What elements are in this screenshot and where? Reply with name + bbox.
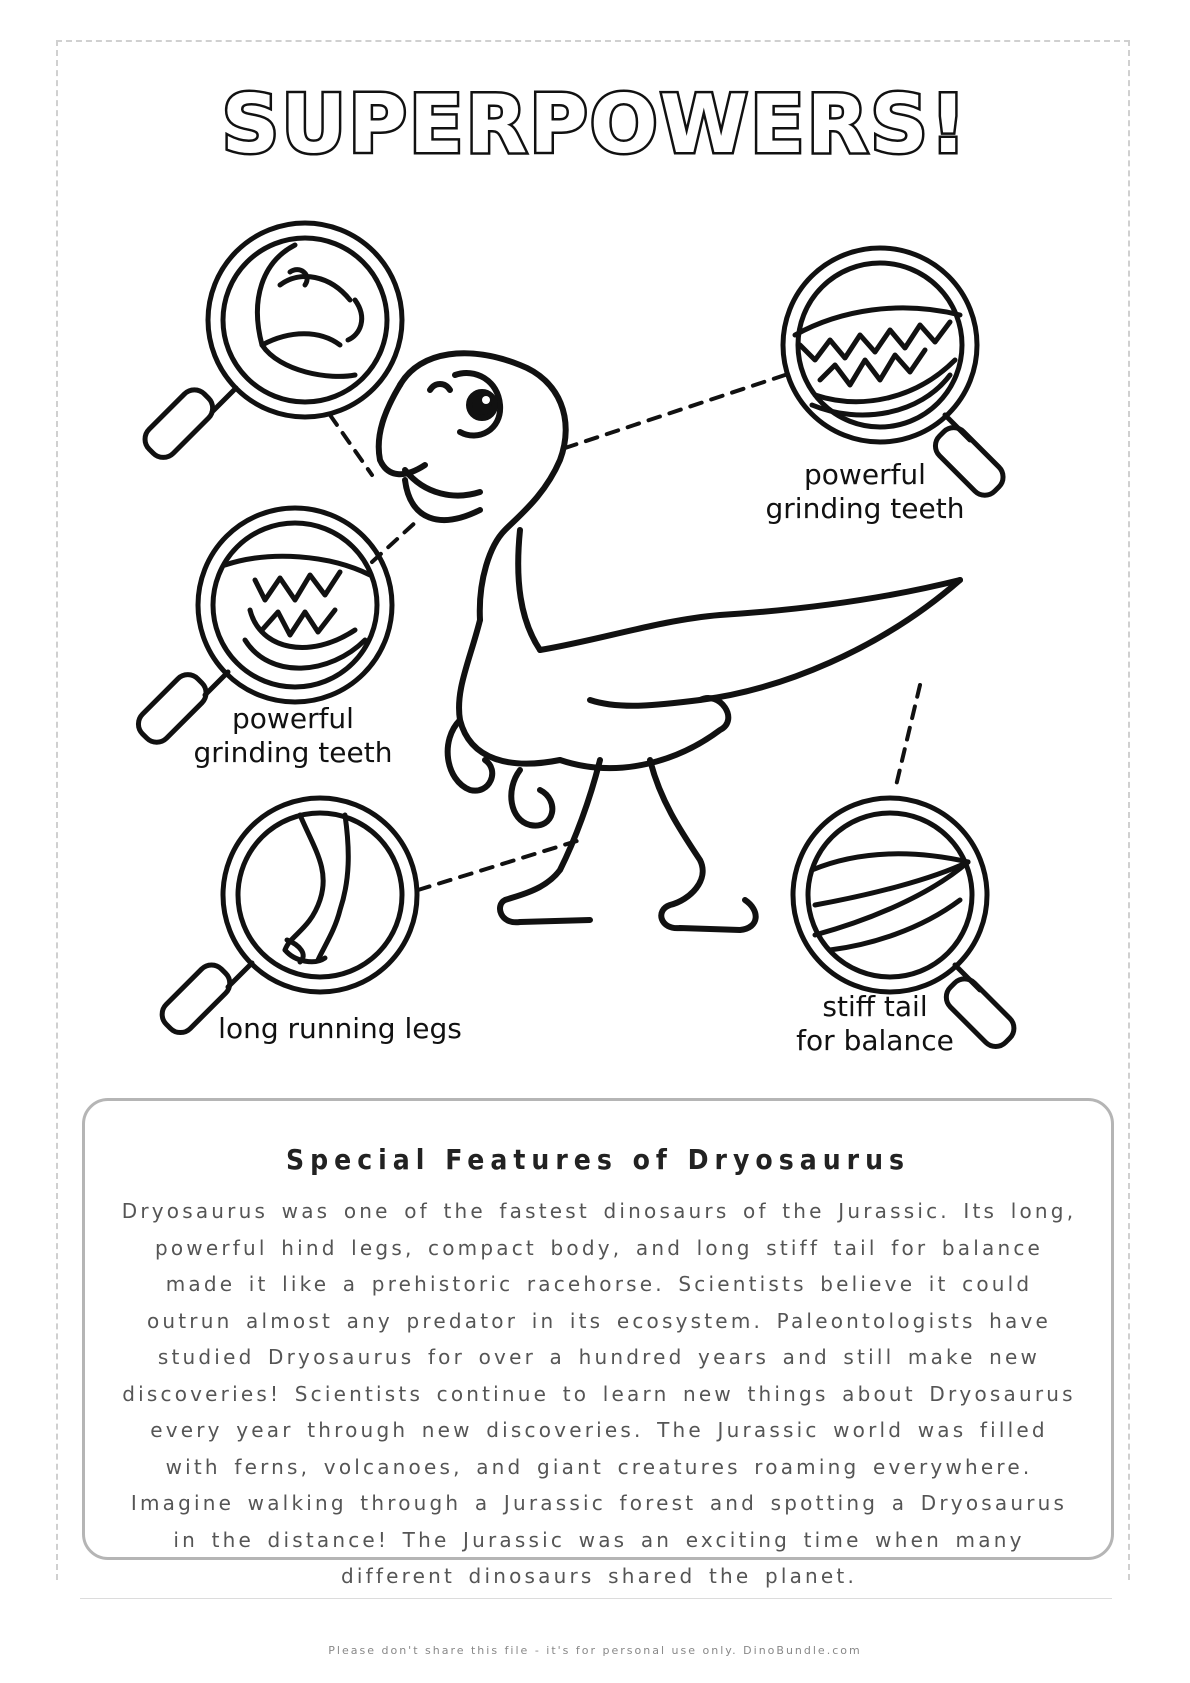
callout-label-mid-left (168, 702, 418, 770)
footer-divider (80, 1598, 1112, 1599)
callout-label-top-right (740, 458, 990, 526)
callout-bottom-right-line1: stiff tail (822, 990, 928, 1023)
info-box (82, 1098, 1114, 1588)
info-body: Dryosaurus was one of the fastest dinosaurs of the Jurassic. Its long, powerful hind legs, compact body, and long stiff tail for balance made it like a prehistoric racehorse. Scientists believe it could outrun almost any predator in its ecosystem. Paleontologists have studied Dryosaurus for over a hundred years and still make new discoveries! Scientists continue to learn new things about Dryosaurus every year through new discoveries. The Jurassic world was filled with ferns, volcanoes, and giant creatures roaming everywhere. Imagine walking through a Jurassic forest and spotting a Dryosaurus in the distance! The Jurassic was an exciting time when many different dinosaurs shared the planet. (121, 1199, 1077, 1588)
leg-magnifier-icon (156, 798, 417, 1038)
callout-bottom-left-line1: long running legs (218, 1012, 462, 1045)
callout-label-bottom-right (760, 990, 990, 1058)
callout-mid-left-line2: grinding teeth (193, 736, 393, 769)
info-heading: Special Features of Dryosaurus (285, 1143, 911, 1176)
callout-mid-left-line1: powerful (232, 702, 354, 735)
callout-top-right-line1: powerful (804, 458, 926, 491)
callout-top-right-line2: grinding teeth (765, 492, 965, 525)
footer-text: Please don't share this file - it's for personal use only. DinoBundle.com (328, 1644, 862, 1657)
callout-bottom-right-line2: for balance (796, 1024, 954, 1057)
callout-label-bottom-left (180, 1012, 500, 1046)
beak-magnifier-icon (139, 223, 402, 463)
page-title: SUPERPOWERS! (221, 78, 969, 171)
